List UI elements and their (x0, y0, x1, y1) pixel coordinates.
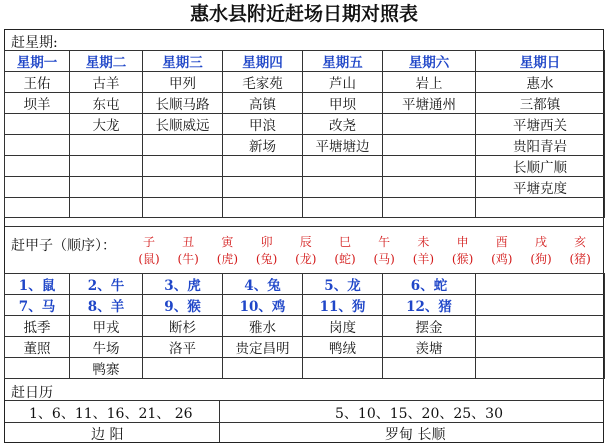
zodiac-header: 11、狗 (303, 295, 383, 316)
market-cell (303, 358, 383, 379)
right-market-dates: 5、10、15、20、25、30 (335, 406, 503, 422)
branch-char: 戌 (534, 235, 547, 249)
market-cell: 甲戎 (70, 316, 143, 337)
market-cell (303, 177, 383, 198)
branch-animal: (虎) (216, 252, 239, 266)
weekday-header: 星期三 (143, 51, 223, 72)
market-cell (476, 316, 605, 337)
market-cell: 断杉 (143, 316, 223, 337)
market-cell (5, 177, 70, 198)
market-cell: 雅水 (223, 316, 303, 337)
page-title: 惠水县附近赶场日期对照表 (189, 3, 418, 25)
market-cell: 东屯 (70, 93, 143, 114)
branch-char: 卯 (260, 235, 273, 249)
branch-item (560, 234, 600, 268)
zodiac-header: 6、蛇 (383, 274, 476, 295)
branch-animal: (鸡) (491, 252, 513, 266)
market-cell (476, 337, 605, 358)
table-row (5, 177, 605, 198)
branch-item (129, 234, 169, 268)
branch-char: 寅 (221, 235, 234, 249)
branch-animal: (蛇) (334, 252, 356, 266)
market-cell (223, 177, 303, 198)
table-row (5, 93, 605, 114)
market-cell (5, 198, 70, 218)
market-cell: 甲列 (143, 72, 223, 93)
market-cell (383, 114, 476, 135)
market-cell (383, 156, 476, 177)
weekday-header: 星期日 (476, 51, 605, 72)
market-cell: 平塘克度 (476, 177, 605, 198)
market-cell: 三都镇 (476, 93, 605, 114)
weekday-table (4, 50, 605, 218)
table-row (5, 274, 605, 295)
branch-item (247, 234, 287, 268)
market-cell (383, 177, 476, 198)
table-row (5, 114, 605, 135)
branch-item (521, 234, 561, 268)
branch-item (325, 234, 365, 268)
market-cell (476, 198, 605, 218)
market-cell: 长顺马路 (143, 93, 223, 114)
table-row (5, 135, 605, 156)
branch-item (207, 234, 247, 268)
market-cell: 甲浪 (223, 114, 303, 135)
branch-char: 申 (456, 235, 469, 249)
branch-char: 酉 (495, 235, 508, 249)
market-cell: 芦山 (303, 72, 383, 93)
market-cell: 毛家苑 (223, 72, 303, 93)
market-cell: 贵定昌明 (223, 337, 303, 358)
section-divider (5, 226, 603, 227)
left-market-dates: 1、6、11、16、21、 26 (29, 406, 193, 422)
market-cell: 新场 (223, 135, 303, 156)
market-cell: 甲坝 (303, 93, 383, 114)
date-section-label: 赶日历 (11, 385, 53, 401)
zodiac-header (476, 274, 605, 295)
branch-char: 丑 (182, 235, 195, 249)
zodiac-header: 10、鸡 (223, 295, 303, 316)
zodiac-header: 8、羊 (70, 295, 143, 316)
weekday-section-label: 赶星期: (11, 35, 58, 51)
branch-animal: (牛) (177, 252, 199, 266)
market-table (4, 29, 604, 443)
branch-char: 巳 (338, 235, 351, 249)
branch-item (168, 234, 208, 268)
market-cell (143, 177, 223, 198)
branch-animal: (兔) (255, 252, 278, 266)
weekday-header: 星期四 (223, 51, 303, 72)
zodiac-header (476, 295, 605, 316)
table-row (5, 358, 605, 379)
branch-char: 子 (142, 235, 155, 249)
zodiac-header: 3、虎 (143, 274, 223, 295)
branch-animal: (猴) (451, 252, 474, 266)
table-row (5, 72, 605, 93)
branch-item (443, 234, 483, 268)
branch-animal: (羊) (412, 252, 435, 266)
zodiac-header: 12、猪 (383, 295, 476, 316)
branch-char: 未 (417, 235, 430, 249)
date-divider-2 (5, 422, 603, 423)
weekday-header: 星期一 (5, 51, 70, 72)
date-column-divider (219, 400, 220, 442)
market-cell: 长顺威远 (143, 114, 223, 135)
date-divider (5, 400, 603, 401)
left-market-places: 边 阳 (91, 427, 124, 443)
market-cell: 鸭寨 (70, 358, 143, 379)
branch-item (364, 234, 404, 268)
branch-item (482, 234, 522, 268)
zodiac-header: 4、兔 (223, 274, 303, 295)
market-cell: 羡塘 (383, 337, 476, 358)
market-cell: 董照 (5, 337, 70, 358)
market-cell (70, 177, 143, 198)
market-cell: 长顺广顺 (476, 156, 605, 177)
market-cell: 平塘塘边 (303, 135, 383, 156)
market-cell: 古羊 (70, 72, 143, 93)
zodiac-header: 1、鼠 (5, 274, 70, 295)
branch-animal: (猪) (569, 252, 591, 266)
market-cell (143, 198, 223, 218)
market-cell (303, 198, 383, 218)
market-cell (5, 135, 70, 156)
market-cell: 改尧 (303, 114, 383, 135)
market-cell (143, 358, 223, 379)
branch-cycle (129, 234, 599, 274)
branch-char: 辰 (299, 235, 312, 249)
market-cell: 平塘西关 (476, 114, 605, 135)
market-cell: 岩上 (383, 72, 476, 93)
zodiac-header: 5、龙 (303, 274, 383, 295)
branch-animal: (鼠) (138, 252, 160, 266)
market-cell (383, 135, 476, 156)
market-cell: 鸭绒 (303, 337, 383, 358)
market-cell (143, 156, 223, 177)
weekday-header: 星期五 (303, 51, 383, 72)
market-cell (70, 135, 143, 156)
branch-char: 亥 (574, 235, 587, 249)
market-cell: 摆金 (383, 316, 476, 337)
market-cell (5, 156, 70, 177)
branch-char: 午 (378, 235, 391, 249)
branch-animal: (狗) (530, 252, 552, 266)
market-cell: 大龙 (70, 114, 143, 135)
market-cell: 坝羊 (5, 93, 70, 114)
market-cell (5, 114, 70, 135)
zodiac-header: 2、牛 (70, 274, 143, 295)
market-cell: 王佑 (5, 72, 70, 93)
market-cell (223, 358, 303, 379)
market-cell (303, 156, 383, 177)
market-cell: 洛平 (143, 337, 223, 358)
market-cell: 牛场 (70, 337, 143, 358)
branch-animal: (马) (373, 252, 395, 266)
table-row (5, 337, 605, 358)
market-cell (223, 156, 303, 177)
table-row (5, 316, 605, 337)
market-cell (70, 156, 143, 177)
table-row (5, 198, 605, 218)
market-cell: 惠水 (476, 72, 605, 93)
table-row (5, 156, 605, 177)
market-cell (383, 198, 476, 218)
branch-item (286, 234, 326, 268)
market-cell: 贵阳青岩 (476, 135, 605, 156)
jiazi-section-label: 赶甲子（顺序）： (11, 238, 116, 254)
zodiac-header: 7、马 (5, 295, 70, 316)
market-cell: 平塘通州 (383, 93, 476, 114)
jiazi-table (4, 273, 605, 379)
weekday-header: 星期六 (383, 51, 476, 72)
table-row (5, 295, 605, 316)
market-cell (476, 358, 605, 379)
market-cell (383, 358, 476, 379)
zodiac-header: 9、猴 (143, 295, 223, 316)
branch-animal: (龙) (295, 252, 317, 266)
branch-item (403, 234, 443, 268)
market-cell: 抵季 (5, 316, 70, 337)
market-cell (70, 198, 143, 218)
market-cell (143, 135, 223, 156)
market-cell (223, 198, 303, 218)
market-cell (5, 358, 70, 379)
weekday-header: 星期二 (70, 51, 143, 72)
market-cell: 高镇 (223, 93, 303, 114)
market-cell: 岗度 (303, 316, 383, 337)
right-market-places: 罗甸 长顺 (385, 427, 446, 443)
